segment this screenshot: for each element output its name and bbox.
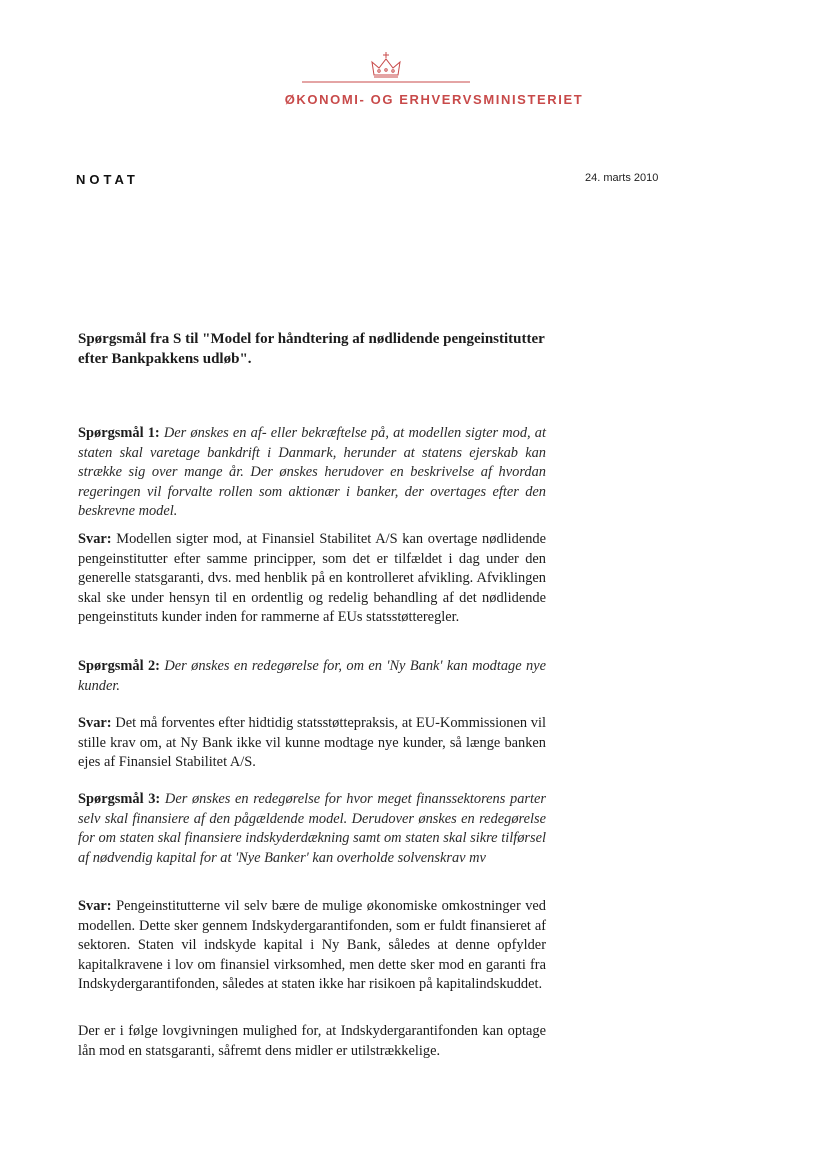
question-3: [78, 790, 546, 868]
question-text: Der ønskes en redegørelse for, om en 'Ny Bank' kan modtage nye kunder.: [78, 658, 546, 694]
answer-text: Pengeinstitutterne vil selv bære de mulige økonomiske omkostninger ved modellen. Dette sker gennem Indskydergarantifonden, som er fuldt finansieret af sektoren. Staten vil indskyde kapital i Ny Bank, således at denne opfylder kapitalkravene i lov om finansiel virksomhed, men dette sker mod en garanti fra Indskydergarantifonden, således at staten ikke har risikoen på kapitalindskuddet.: [78, 898, 546, 992]
answer-label: Svar:: [78, 531, 112, 547]
answer-3: [78, 897, 546, 995]
crown-crest-logo: [302, 48, 470, 88]
question-1: [78, 424, 546, 522]
document-title: Spørgsmål fra S til "Model for håndtering af nødlidende pengeinstitutter efter Bankpakkens udløb".: [78, 331, 545, 367]
crown-icon: [372, 59, 400, 75]
answer-1: [78, 530, 546, 628]
question-2: [78, 657, 546, 696]
question-label: Spørgsmål 1:: [78, 425, 160, 441]
ministry-name: ØKONOMI- OG ERHVERVSMINISTERIET: [284, 92, 584, 107]
answer-text: Det må forventes efter hidtidig statsstøttepraksis, at EU-Kommissionen vil stille krav om, at Ny Bank ikke vil kunne modtage nye kunder, så længe banken ejes af Finansiel Stabilitet A/S.: [78, 715, 546, 770]
document-type: NOTAT: [76, 172, 139, 187]
answer-text: Modellen sigter mod, at Finansiel Stabilitet A/S kan overtage nødlidende pengeinstitutter efter samme principper, som det er tilfældet i dag under den generelle statsgaranti, dvs. med henblik på en kontrolleret afvikling. Afviklingen skal ske under hensyn til en ordentlig og redelig behandling af det nødlidende pengeinstituts kunder inden for rammerne af EUs statsstøtteregler.: [78, 531, 546, 625]
paragraph-text: Der er i følge lovgivningen mulighed for, at Indskydergarantifonden kan optage lån mod en statsgaranti, såfremt dens midler er utilstrækkelige.: [78, 1023, 546, 1059]
question-label: Spørgsmål 3:: [78, 791, 161, 807]
answer-label: Svar:: [78, 715, 112, 731]
document-date: 24. marts 2010: [585, 172, 659, 184]
answer-label: Svar:: [78, 898, 112, 914]
answer-3-continued: [78, 1022, 546, 1061]
question-text: Der ønskes en redegørelse for hvor meget finanssektorens parter selv skal finansiere af den pågældende model. Derudover ønskes en redegørelse for om staten skal finansiere indskyderdækning samt om staten skal sikre tilførsel af nødvendig kapital for at 'Nye Banker' kan overholde solvenskrav mv: [78, 791, 547, 866]
question-text: Der ønskes en af- eller bekræftelse på, at modellen sigter mod, at staten skal varetage bankdrift i Danmark, herunder at statens ejerskab kan strække sig over mange år. Der ønskes herudover en beskrivelse af hvordan regeringen vil forvalte rollen som aktionær i banker, der overtages efter den beskrevne model.: [78, 425, 546, 519]
question-label: Spørgsmål 2:: [78, 658, 160, 674]
answer-2: [78, 714, 546, 773]
